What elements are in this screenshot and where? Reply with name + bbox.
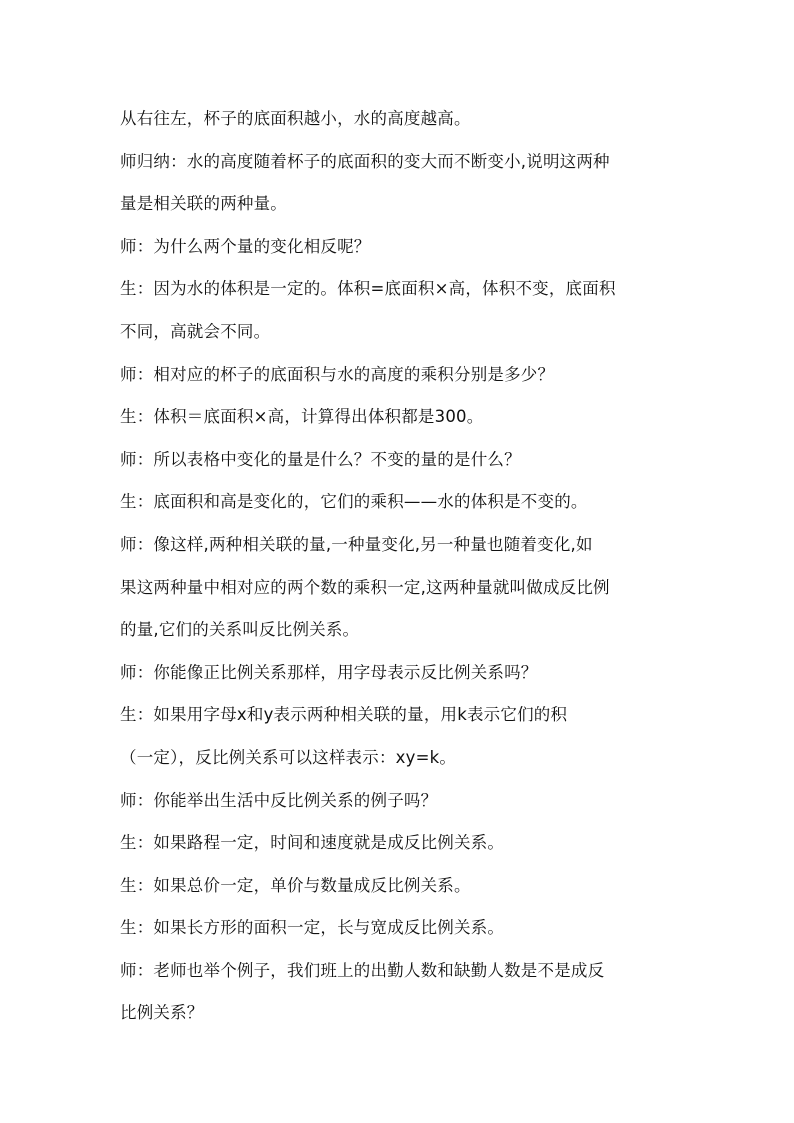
text-line: 生：如果长方形的面积一定，长与宽成反比例关系。 bbox=[120, 918, 505, 938]
text-line: 生：如果总价一定，单价与数量成反比例关系。 bbox=[120, 875, 471, 895]
text-line: 生：体积＝底面积×高，计算得出体积都是300。 bbox=[120, 407, 484, 427]
text-line: 师：相对应的杯子的底面积与水的高度的乘积分别是多少？ bbox=[120, 364, 555, 384]
text-line: 师：你能像正比例关系那样，用字母表示反比例关系吗？ bbox=[120, 662, 538, 682]
text-line: 生：如果路程一定，时间和速度就是成反比例关系。 bbox=[120, 833, 505, 853]
text-line: 师：为什么两个量的变化相反呢？ bbox=[120, 236, 371, 256]
text-line: 比例关系？ bbox=[120, 1003, 204, 1023]
text-line: 师：你能举出生活中反比例关系的例子吗？ bbox=[120, 790, 438, 810]
text-line: 师：老师也举个例子，我们班上的出勤人数和缺勤人数是不是成反 bbox=[120, 960, 605, 980]
text-line: 生：因为水的体积是一定的。体积=底面积×高，体积不变，底面积 bbox=[120, 279, 616, 299]
text-line: 师：所以表格中变化的量是什么？不变的量的是什么？ bbox=[120, 449, 521, 469]
text-line: 不同，高就会不同。 bbox=[120, 321, 271, 341]
text-line: 师：像这样,两种相关联的量,一种量变化,另一种量也随着变化,如 bbox=[120, 534, 593, 554]
text-line: 生：底面积和高是变化的，它们的乘积——水的体积是不变的。 bbox=[120, 492, 588, 512]
body-text bbox=[120, 98, 680, 1035]
text-line: 的量,它们的关系叫反比例关系。 bbox=[120, 620, 360, 640]
text-line: 量是相关联的两种量。 bbox=[120, 194, 287, 214]
text-line: 果这两种量中相对应的两个数的乘积一定,这两种量就叫做成反比例 bbox=[120, 577, 610, 597]
text-line: 从右往左，杯子的底面积越小，水的高度越高。 bbox=[120, 109, 471, 128]
text-line: 生：如果用字母x和y表示两种相关联的量，用k表示它们的积 bbox=[120, 705, 568, 725]
text-line: 师归纳：水的高度随着杯子的底面积的变大而不断变小,说明这两种 bbox=[120, 151, 610, 171]
text-line: （一定），反比例关系可以这样表示：xy=k。 bbox=[120, 747, 457, 767]
